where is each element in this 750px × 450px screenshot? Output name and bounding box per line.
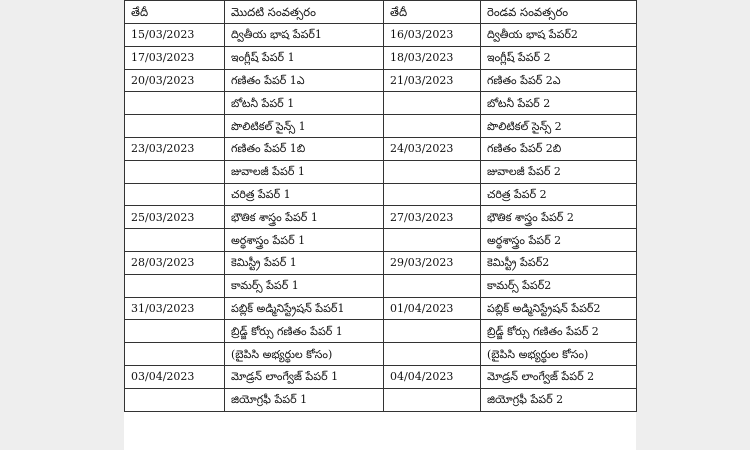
second-year-subject-cell: భౌతిక శాస్త్రం పేపర్ 2	[481, 206, 637, 229]
header-date-second-year: తేదీ	[384, 1, 481, 24]
table-row	[125, 69, 637, 92]
second-year-date-cell	[384, 115, 481, 138]
table-row	[125, 343, 637, 366]
second-year-date-cell: 18/03/2023	[384, 46, 481, 69]
second-year-date-cell: 29/03/2023	[384, 251, 481, 274]
table-row	[125, 92, 637, 115]
first-year-date-cell	[125, 115, 225, 138]
second-year-subject-cell: కామర్స్ పేపర్2	[481, 274, 637, 297]
header-second-year: రెండవ సంవత్సరం	[481, 1, 637, 24]
second-year-subject-cell: మోడ్రన్ లాంగ్వేజ్ పేపర్ 2	[481, 365, 637, 388]
first-year-subject-cell: ఇంగ్లీష్ పేపర్ 1	[225, 46, 384, 69]
first-year-date-cell	[125, 274, 225, 297]
first-year-date-cell	[125, 388, 225, 411]
first-year-date-cell	[125, 183, 225, 206]
first-year-date-cell: 15/03/2023	[125, 24, 225, 47]
second-year-date-cell: 01/04/2023	[384, 297, 481, 320]
second-year-subject-cell: గణితం పేపర్ 2బి	[481, 137, 637, 160]
table-row	[125, 320, 637, 343]
first-year-subject-cell: పొలిటికల్ సైన్స్ 1	[225, 115, 384, 138]
second-year-subject-cell: కెమిస్ట్రీ పేపర్2	[481, 251, 637, 274]
first-year-subject-cell: బోటనీ పేపర్ 1	[225, 92, 384, 115]
table-row	[125, 137, 637, 160]
second-year-date-cell: 24/03/2023	[384, 137, 481, 160]
table-row	[125, 251, 637, 274]
first-year-date-cell	[125, 229, 225, 252]
second-year-subject-cell: జియోగ్రఫీ పేపర్ 2	[481, 388, 637, 411]
first-year-subject-cell: బ్రిడ్జ్ కోర్సు గణితం పేపర్ 1	[225, 320, 384, 343]
header-first-year: మొదటి సంవత్సరం	[225, 1, 384, 24]
header-date-first-year: తేదీ	[125, 1, 225, 24]
first-year-subject-cell: చరిత్ర పేపర్ 1	[225, 183, 384, 206]
table-row	[125, 24, 637, 47]
table-row	[125, 115, 637, 138]
table-row	[125, 297, 637, 320]
second-year-subject-cell: అర్థశాస్త్రం పేపర్ 2	[481, 229, 637, 252]
first-year-subject-cell: కెమిస్ట్రీ పేపర్ 1	[225, 251, 384, 274]
second-year-date-cell	[384, 274, 481, 297]
first-year-subject-cell: ద్వితీయ భాష పేపర్1	[225, 24, 384, 47]
second-year-date-cell: 27/03/2023	[384, 206, 481, 229]
second-year-subject-cell: జువాలజీ పేపర్ 2	[481, 160, 637, 183]
first-year-date-cell	[125, 92, 225, 115]
table-row	[125, 365, 637, 388]
second-year-date-cell: 04/04/2023	[384, 365, 481, 388]
first-year-date-cell: 20/03/2023	[125, 69, 225, 92]
schedule-body	[125, 24, 637, 412]
first-year-subject-cell: భౌతిక శాస్త్రం పేపర్ 1	[225, 206, 384, 229]
table-row	[125, 206, 637, 229]
second-year-date-cell	[384, 388, 481, 411]
second-year-date-cell	[384, 92, 481, 115]
second-year-subject-cell: ఇంగ్లీష్ పేపర్ 2	[481, 46, 637, 69]
table-row	[125, 388, 637, 411]
second-year-date-cell	[384, 320, 481, 343]
table-row	[125, 229, 637, 252]
first-year-date-cell: 17/03/2023	[125, 46, 225, 69]
first-year-subject-cell: అర్థశాస్త్రం పేపర్ 1	[225, 229, 384, 252]
first-year-date-cell: 23/03/2023	[125, 137, 225, 160]
second-year-subject-cell: పొలిటికల్ సైన్స్ 2	[481, 115, 637, 138]
second-year-date-cell	[384, 160, 481, 183]
first-year-subject-cell: గణితం పేపర్ 1ఎ	[225, 69, 384, 92]
first-year-date-cell	[125, 343, 225, 366]
second-year-subject-cell: బ్రిడ్జ్ కోర్సు గణితం పేపర్ 2	[481, 320, 637, 343]
table-row	[125, 274, 637, 297]
table-row	[125, 46, 637, 69]
second-year-subject-cell: చరిత్ర పేపర్ 2	[481, 183, 637, 206]
second-year-subject-cell: గణితం పేపర్ 2ఎ	[481, 69, 637, 92]
second-year-date-cell	[384, 183, 481, 206]
header-row	[125, 1, 637, 24]
exam-schedule-table	[124, 0, 637, 412]
first-year-subject-cell: గణితం పేపర్ 1బి	[225, 137, 384, 160]
second-year-date-cell: 16/03/2023	[384, 24, 481, 47]
first-year-subject-cell: జువాలజీ పేపర్ 1	[225, 160, 384, 183]
first-year-subject-cell: జియోగ్రఫీ పేపర్ 1	[225, 388, 384, 411]
table-row	[125, 160, 637, 183]
first-year-subject-cell: మోడ్రన్ లాంగ్వేజ్ పేపర్ 1	[225, 365, 384, 388]
first-year-date-cell	[125, 320, 225, 343]
second-year-subject-cell: ద్వితీయ భాష పేపర్2	[481, 24, 637, 47]
second-year-date-cell	[384, 229, 481, 252]
first-year-subject-cell: కామర్స్ పేపర్ 1	[225, 274, 384, 297]
first-year-date-cell: 25/03/2023	[125, 206, 225, 229]
second-year-subject-cell: పబ్లిక్ అడ్మినిస్ట్రేషన్ పేపర్2	[481, 297, 637, 320]
second-year-date-cell	[384, 343, 481, 366]
table-row	[125, 183, 637, 206]
first-year-subject-cell: పబ్లిక్ అడ్మినిస్ట్రేషన్ పేపర్1	[225, 297, 384, 320]
second-year-date-cell: 21/03/2023	[384, 69, 481, 92]
first-year-date-cell	[125, 160, 225, 183]
first-year-date-cell: 31/03/2023	[125, 297, 225, 320]
first-year-date-cell: 28/03/2023	[125, 251, 225, 274]
first-year-date-cell: 03/04/2023	[125, 365, 225, 388]
second-year-subject-cell: (బైపిసి అభ్యర్థుల కోసం)	[481, 343, 637, 366]
first-year-subject-cell: (బైపిసి అభ్యర్థుల కోసం)	[225, 343, 384, 366]
second-year-subject-cell: బోటనీ పేపర్ 2	[481, 92, 637, 115]
